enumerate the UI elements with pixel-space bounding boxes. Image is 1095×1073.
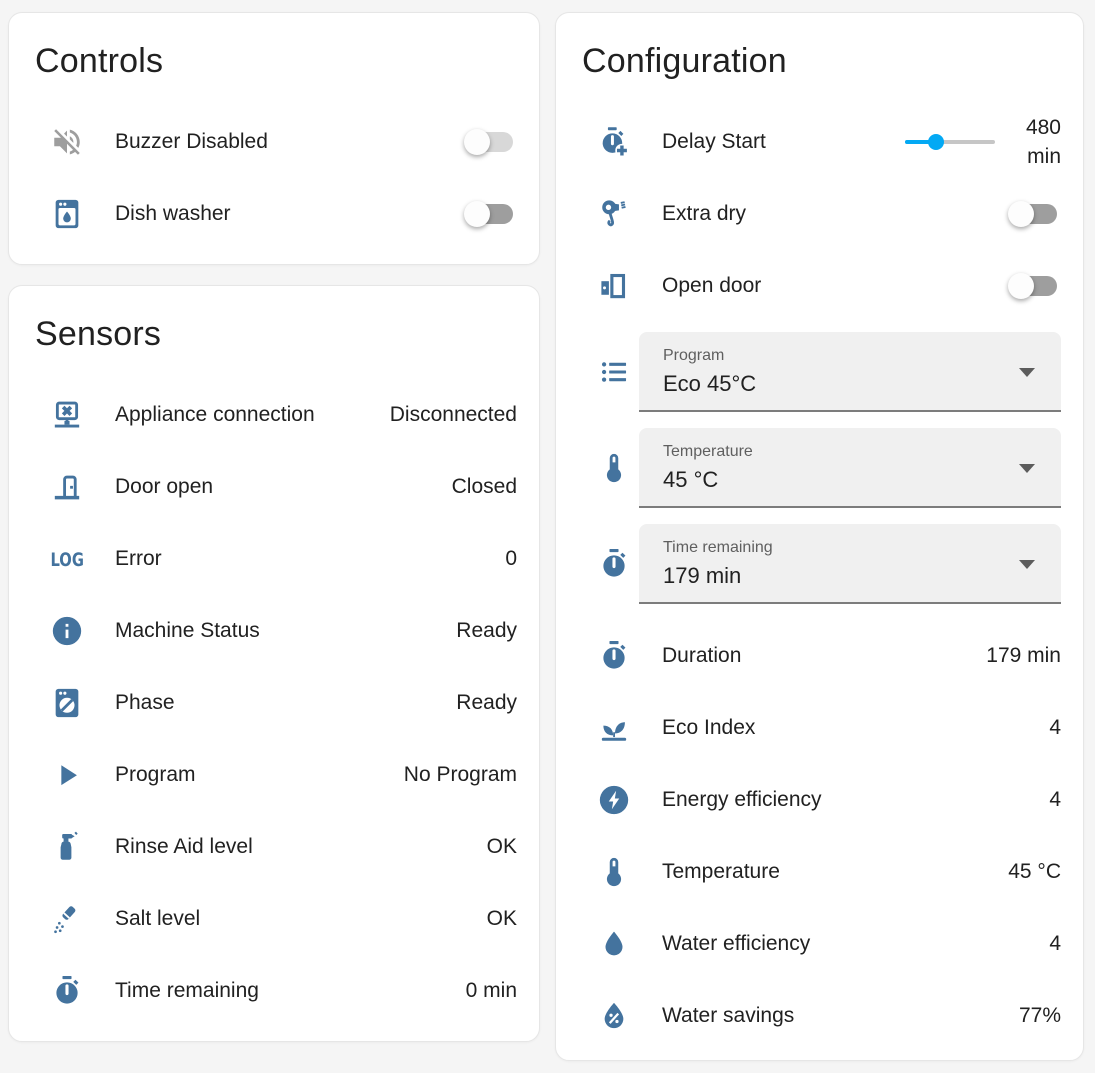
row-label: Temperature	[662, 860, 780, 883]
toggle-extra-dry[interactable]	[1010, 204, 1057, 224]
row-label: Program	[115, 763, 196, 786]
row-label: Energy efficiency	[662, 788, 822, 811]
toggle-open-door[interactable]	[1010, 276, 1057, 296]
select-time-remaining[interactable]	[639, 524, 1061, 604]
hair-dryer-icon	[594, 194, 634, 234]
row-temperature	[556, 428, 1083, 508]
row-program[interactable]	[9, 739, 539, 811]
select-label: Temperature	[663, 443, 753, 460]
timer-icon	[594, 544, 634, 584]
water-percent-icon	[594, 996, 634, 1036]
timer-plus-icon	[594, 122, 634, 162]
toggle-thumb	[1008, 201, 1034, 227]
controls-rows	[9, 82, 539, 264]
row-value: Ready	[456, 691, 517, 714]
row-value: Disconnected	[389, 403, 517, 426]
washing-machine-icon	[47, 683, 87, 723]
row-label: Delay Start	[662, 130, 766, 153]
configuration-selects	[556, 332, 1083, 604]
row-label: Phase	[115, 691, 175, 714]
row-label: Time remaining	[115, 979, 259, 1002]
row-label: Water savings	[662, 1004, 795, 1027]
timer-icon	[594, 636, 634, 676]
row-machine-status[interactable]	[9, 595, 539, 667]
row-label: Appliance connection	[115, 403, 315, 426]
select-label: Program	[663, 347, 725, 364]
toggle-thumb	[1008, 273, 1034, 299]
row-duration[interactable]	[556, 620, 1083, 692]
select-value: 179 min	[663, 563, 742, 588]
timer-icon	[47, 971, 87, 1011]
salt-shaker-icon	[47, 899, 87, 939]
volume-off-icon	[47, 122, 87, 162]
flash-circle-icon	[594, 780, 634, 820]
right-column	[555, 12, 1084, 1061]
row-label: Buzzer Disabled	[115, 130, 268, 153]
row-value: OK	[486, 835, 517, 858]
row-time-remaining	[556, 524, 1083, 604]
row-value: Ready	[456, 619, 517, 642]
row-value: No Program	[403, 763, 517, 786]
controls-card-title: Controls	[35, 42, 164, 80]
controls-card	[8, 12, 540, 265]
row-label: Extra dry	[662, 202, 747, 225]
row-value: 0 min	[465, 979, 517, 1002]
list-icon	[594, 352, 634, 392]
row-value: Closed	[451, 475, 517, 498]
row-label: Door open	[115, 475, 214, 498]
row-label: Error	[115, 547, 162, 570]
select-program[interactable]	[639, 332, 1061, 412]
slider-thumb[interactable]	[928, 134, 944, 150]
dropdown-caret-icon	[1019, 368, 1035, 377]
row-label: Duration	[662, 644, 742, 667]
slider-delay-start[interactable]	[905, 132, 995, 152]
configuration-rows	[556, 82, 1083, 1060]
row-label: Machine Status	[115, 619, 260, 642]
play-icon	[47, 755, 87, 795]
row-value: 179 min	[986, 644, 1061, 667]
information-icon	[47, 611, 87, 651]
row-label: Open door	[662, 274, 762, 297]
row-phase[interactable]	[9, 667, 539, 739]
thermometer-icon	[594, 852, 634, 892]
row-energy-efficiency[interactable]	[556, 764, 1083, 836]
door-open-icon	[594, 266, 634, 306]
row-salt-level[interactable]	[9, 883, 539, 955]
row-extra-dry[interactable]	[556, 178, 1083, 250]
row-buzzer-disabled[interactable]	[9, 106, 539, 178]
row-delay-start[interactable]	[556, 106, 1083, 178]
left-column	[8, 12, 540, 1042]
spray-bottle-icon	[47, 827, 87, 867]
row-dish-washer[interactable]	[9, 178, 539, 250]
row-program	[556, 332, 1083, 412]
row-value: 77%	[1018, 1004, 1061, 1027]
toggle-thumb	[464, 129, 490, 155]
row-water-efficiency[interactable]	[556, 908, 1083, 980]
select-value: 45 °C	[663, 467, 719, 492]
select-label: Time remaining	[663, 539, 773, 556]
select-value: Eco 45°C	[663, 371, 757, 396]
row-door-open[interactable]	[9, 451, 539, 523]
toggle-thumb	[464, 201, 490, 227]
row-rinse-aid-level[interactable]	[9, 811, 539, 883]
sensors-rows	[9, 355, 539, 1041]
sprout-icon	[594, 708, 634, 748]
row-water-savings[interactable]	[556, 980, 1083, 1052]
row-temperature[interactable]	[556, 836, 1083, 908]
row-label: Rinse Aid level	[115, 835, 253, 858]
dropdown-caret-icon	[1019, 464, 1035, 473]
toggle-dish-washer[interactable]	[466, 204, 513, 224]
row-label: Water efficiency	[662, 932, 811, 955]
row-appliance-connection[interactable]	[9, 379, 539, 451]
configuration-card	[555, 12, 1084, 1061]
row-value: 0	[505, 547, 517, 570]
row-label: Eco Index	[662, 716, 756, 739]
sensors-card	[8, 285, 540, 1042]
row-value: 4	[1049, 716, 1061, 739]
row-time-remaining[interactable]	[9, 955, 539, 1027]
toggle-buzzer-disabled[interactable]	[466, 132, 513, 152]
thermometer-icon	[594, 448, 634, 488]
slider-value	[1009, 113, 1061, 171]
row-error[interactable]	[9, 523, 539, 595]
slider-value-number: 480	[1025, 116, 1061, 139]
slider-value-unit: min	[1027, 145, 1061, 168]
door-closed-icon	[47, 467, 87, 507]
log-icon: LOG	[50, 548, 84, 570]
network-disconnected-icon	[47, 395, 87, 435]
configuration-card-title: Configuration	[582, 42, 787, 80]
dropdown-caret-icon	[1019, 560, 1035, 569]
row-label: Dish washer	[115, 202, 231, 225]
row-value: OK	[486, 907, 517, 930]
sensors-card-title: Sensors	[35, 315, 162, 353]
row-open-door[interactable]	[556, 250, 1083, 322]
row-value: 4	[1049, 932, 1061, 955]
select-temperature[interactable]	[639, 428, 1061, 508]
dishwasher-icon	[47, 194, 87, 234]
water-icon	[594, 924, 634, 964]
row-value: 45 °C	[1008, 860, 1061, 883]
row-eco-index[interactable]	[556, 692, 1083, 764]
row-label: Salt level	[115, 907, 201, 930]
row-value: 4	[1049, 788, 1061, 811]
